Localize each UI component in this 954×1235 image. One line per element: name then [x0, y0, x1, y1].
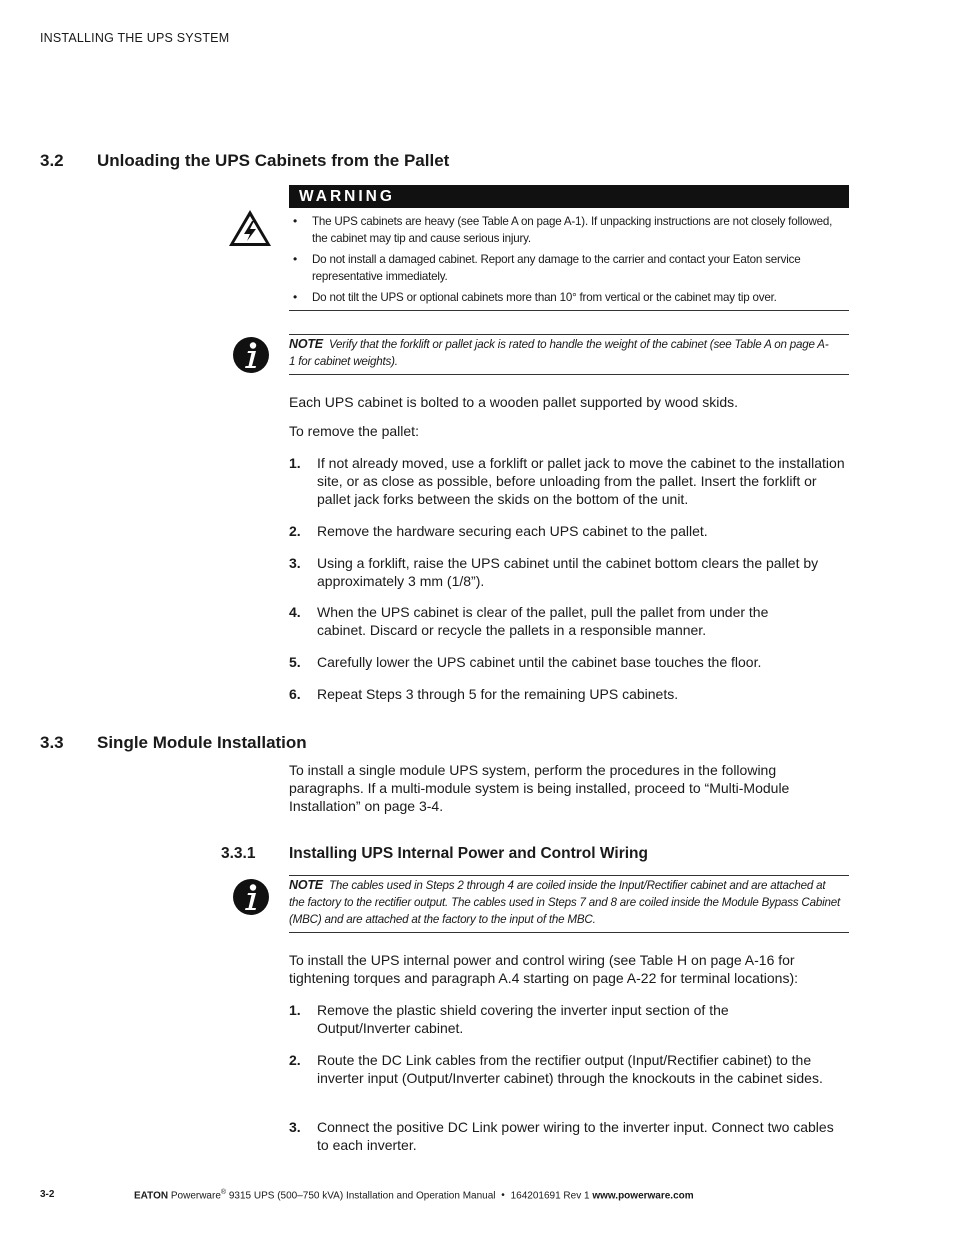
step-text: If not already moved, use a forklift or pallet jack to move the cabinet to the installation site, or as close as possible, before unloading from the pallet. Insert the forklift or pallet jack forks between the skids on the bottom of the unit. [317, 455, 845, 507]
footer-product: Powerware [170, 1190, 221, 1202]
step-text: Remove the hardware securing each UPS cabinet to the pallet. [317, 523, 708, 539]
paragraph: To install a single module UPS system, perform the procedures in the following paragraphs. If a multi-module system is being installed, proceed to “Multi-Module Installation” on page 3-4. [289, 762, 790, 814]
step-text: Route the DC Link cables from the rectifier output (Input/Rectifier cabinet) to the inverter input (Output/Inverter cabinet) through the knockouts in the cabinet sides. [317, 1052, 823, 1086]
footer-doc-number: 164201691 Rev 1 [510, 1190, 590, 1202]
warning-bottom-rule [289, 310, 849, 311]
step-number: 3. [289, 1119, 301, 1135]
list-item [289, 522, 851, 540]
list-item [289, 653, 851, 671]
warning-item: • Do not install a damaged cabinet. Report any damage to the carrier and contact your Eaton service representative immediately. [289, 251, 849, 285]
list-item [289, 554, 855, 590]
warning-item: • Do not tilt the UPS or optional cabinets more than 10° from vertical or the cabinet may tip over. [289, 289, 849, 306]
section-3-2-heading [40, 151, 940, 173]
running-head: INSTALLING THE UPS SYSTEM [40, 31, 230, 45]
footer-url: www.powerware.com [592, 1190, 694, 1202]
step-number: 1. [289, 1002, 301, 1018]
step-text: Remove the plastic shield covering the inverter input section of the Output/Inverter cabinet. [317, 1002, 729, 1036]
list-item [289, 1118, 851, 1154]
step-number: 3. [289, 555, 301, 571]
footer-registered: ® [220, 1189, 227, 1196]
step-text: When the UPS cabinet is clear of the pallet, pull the pallet from under the cabinet. Discard or recycle the pallets in a responsible manner. [317, 604, 769, 638]
warning-item: • The UPS cabinets are heavy (see Table A on page A-1). If unpacking instructions are not closely followed, the cabinet may tip and cause serious injury. [289, 213, 849, 247]
list-item [289, 454, 851, 508]
step-number: 1. [289, 455, 301, 471]
step-text: Carefully lower the UPS cabinet until the cabinet base touches the floor. [317, 654, 762, 670]
section-3-3-heading [40, 733, 940, 755]
list-item [289, 685, 851, 703]
paragraph: To remove the pallet: [289, 423, 419, 439]
note [289, 336, 834, 370]
section-title: Installing UPS Internal Power and Control Wiring [289, 845, 648, 862]
note-text: Verify that the forklift or pallet jack is rated to handle the weight of the cabinet (see Table A on page A-1 for cabinet weights). [289, 338, 829, 368]
footer-bullet: • [501, 1190, 505, 1202]
warning-list [289, 213, 849, 310]
note-label: NOTE [289, 878, 323, 892]
page-number: 3-2 [40, 1189, 55, 1200]
footer-line [134, 1189, 694, 1201]
step-number: 2. [289, 523, 301, 539]
footer-brand: EATON [134, 1190, 169, 1202]
step-number: 5. [289, 654, 301, 670]
step-number: 2. [289, 1052, 301, 1068]
section-number: 3.3.1 [221, 845, 256, 862]
section-number: 3.2 [40, 151, 64, 170]
section-title: Unloading the UPS Cabinets from the Pallet [97, 151, 450, 170]
warning-banner: WARNING [289, 185, 849, 208]
note-text: The cables used in Steps 2 through 4 are coiled inside the Input/Rectifier cabinet and are attached at the factory to the rectifier output. The cables used in Steps 7 and 8 are coiled inside the Module Bypass Cabinet (MBC) and are attached at the factory to the input of the MBC. [289, 879, 840, 926]
list-item [289, 1051, 851, 1105]
paragraph: Each UPS cabinet is bolted to a wooden pallet supported by wood skids. [289, 394, 739, 410]
electrical-hazard-icon [227, 208, 273, 248]
info-icon [232, 878, 270, 916]
step-text: Connect the positive DC Link power wiring to the inverter input. Connect two cables to each inverter. [317, 1119, 834, 1153]
note [289, 877, 841, 928]
paragraph: To install the UPS internal power and control wiring (see Table H on page A-16 for tightening torques and paragraph A.4 starting on page A-22 for terminal locations): [289, 952, 798, 986]
note-label: NOTE [289, 337, 323, 351]
step-text: Using a forklift, raise the UPS cabinet until the cabinet bottom clears the pallet by approximately 3 mm (1/8”). [317, 555, 819, 589]
footer-manual-title: 9315 UPS (500–750 kVA) Installation and Operation Manual [228, 1190, 496, 1202]
list-item [289, 603, 851, 639]
note-bottom-rule [289, 932, 849, 933]
note-top-rule [289, 334, 849, 335]
step-number: 6. [289, 686, 301, 702]
info-icon [232, 336, 270, 374]
note-top-rule [289, 875, 849, 876]
note-bottom-rule [289, 374, 849, 375]
list-item [289, 1001, 851, 1037]
step-number: 4. [289, 604, 301, 620]
step-text: Repeat Steps 3 through 5 for the remaining UPS cabinets. [317, 686, 679, 702]
section-number: 3.3 [40, 733, 64, 752]
section-title: Single Module Installation [97, 733, 307, 752]
section-3-3-1-heading [221, 845, 921, 865]
